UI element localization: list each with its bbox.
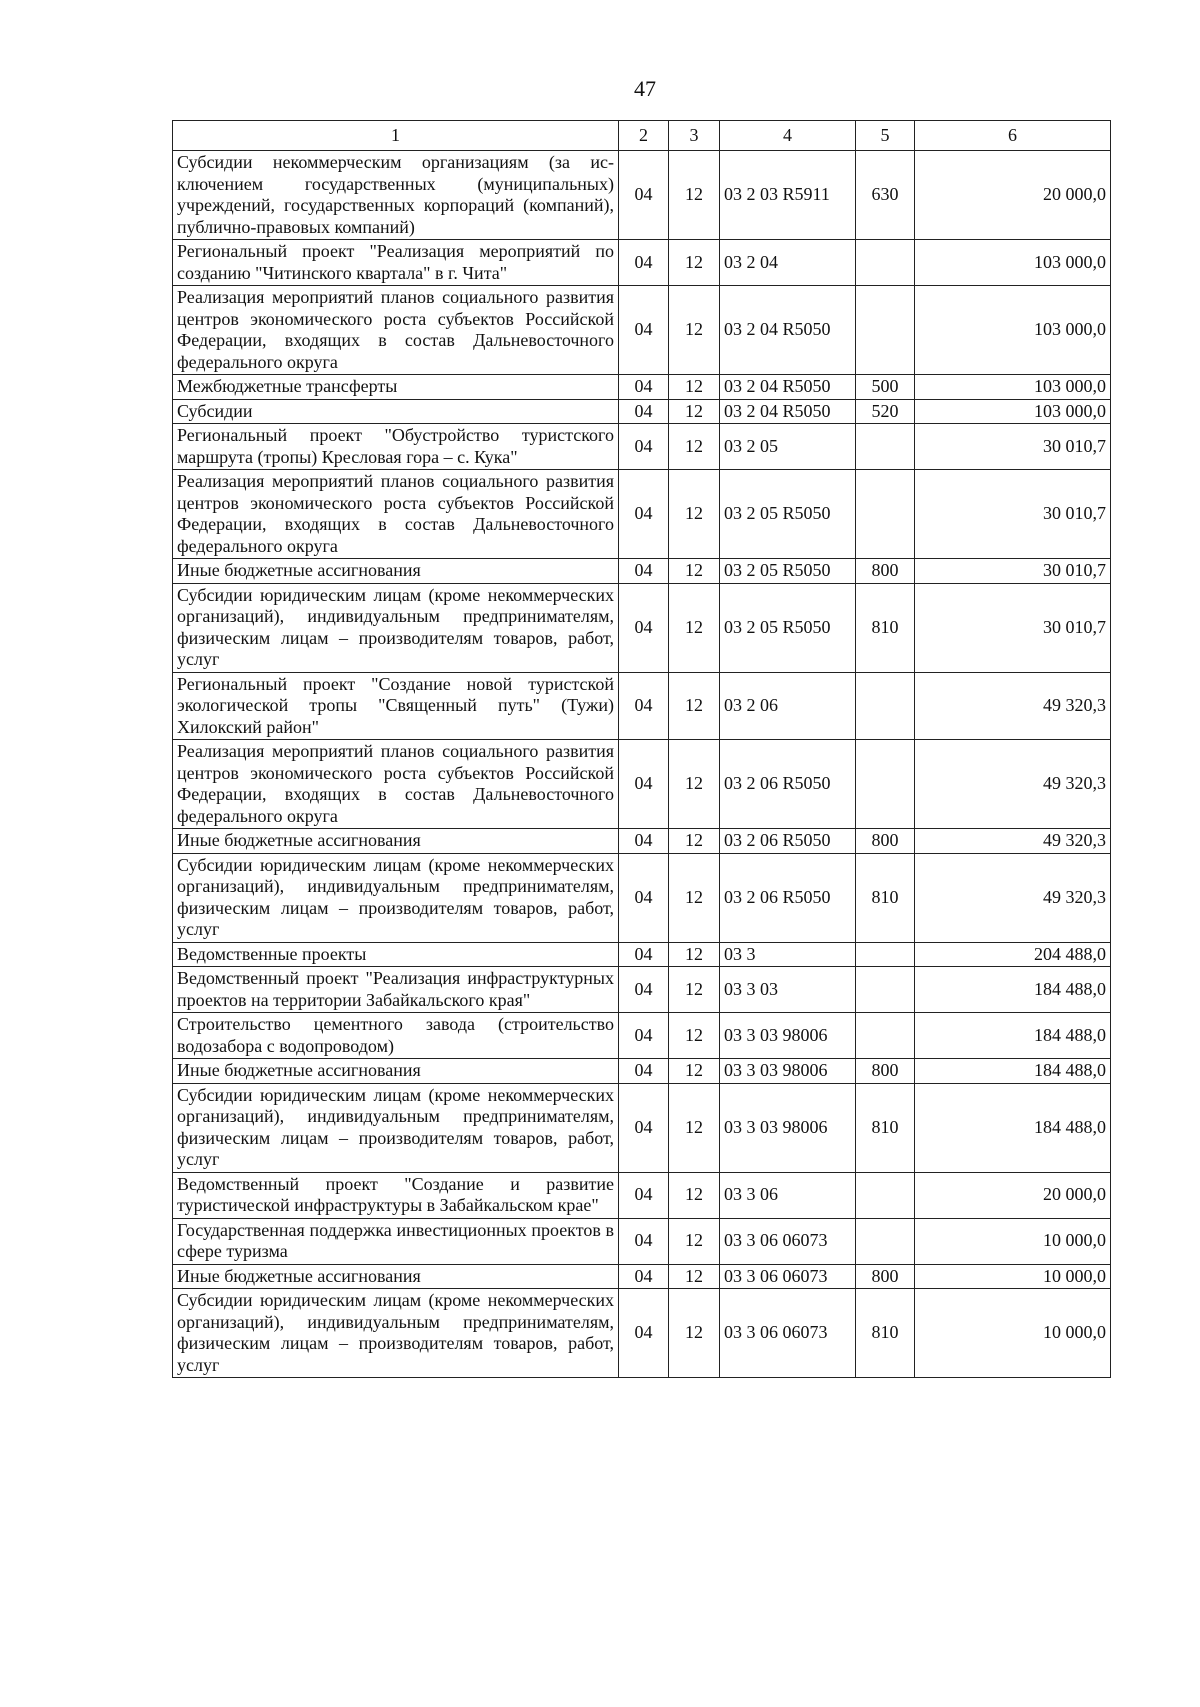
row-name-cell: Субсидии юридическим лицам (кроме некоммерческих организаций), индивидуальным предпринимателям, физическим лицам – производителям товаров, работ, услуг [173, 853, 619, 942]
row-name-cell: Субсидии [173, 399, 619, 424]
row-name-cell: Строительство цементного завода (строительство водозабора с водопроводом) [173, 1013, 619, 1059]
table-row [173, 1172, 1111, 1218]
row-expense-type-cell [856, 424, 915, 470]
row-expense-type-cell: 800 [856, 829, 915, 854]
row-subsection-cell: 12 [669, 1083, 720, 1172]
table-row [173, 672, 1111, 740]
row-section-cell: 04 [619, 1264, 669, 1289]
row-name-cell: Субсидии юридическим лицам (кроме некоммерческих организаций), индивидуальным предпринимателям, физическим лицам – производителям товаров, работ, услуг [173, 1289, 619, 1378]
row-section-cell: 04 [619, 286, 669, 375]
row-amount-cell: 30 010,7 [915, 583, 1111, 672]
row-target-article-cell: 03 3 [720, 942, 856, 967]
row-name-cell: Иные бюджетные ассигнования [173, 1264, 619, 1289]
row-target-article-cell: 03 2 06 R5050 [720, 740, 856, 829]
table-row [173, 1059, 1111, 1084]
header-col-2: 2 [619, 121, 669, 151]
header-col-3: 3 [669, 121, 720, 151]
row-amount-cell: 49 320,3 [915, 853, 1111, 942]
row-subsection-cell: 12 [669, 1059, 720, 1084]
row-target-article-cell: 03 2 05 [720, 424, 856, 470]
row-expense-type-cell: 800 [856, 559, 915, 584]
row-target-article-cell: 03 2 06 R5050 [720, 829, 856, 854]
table-row [173, 740, 1111, 829]
row-target-article-cell: 03 2 05 R5050 [720, 559, 856, 584]
row-name-cell: Иные бюджетные ассигнования [173, 829, 619, 854]
table-row [173, 151, 1111, 240]
row-subsection-cell: 12 [669, 375, 720, 400]
table-row [173, 583, 1111, 672]
header-col-6: 6 [915, 121, 1111, 151]
table-row [173, 399, 1111, 424]
row-amount-cell: 103 000,0 [915, 399, 1111, 424]
table-row [173, 470, 1111, 559]
row-target-article-cell: 03 2 06 [720, 672, 856, 740]
row-section-cell: 04 [619, 1172, 669, 1218]
row-name-cell: Ведомственные проекты [173, 942, 619, 967]
table-row [173, 829, 1111, 854]
row-subsection-cell: 12 [669, 1218, 720, 1264]
table-body [173, 151, 1111, 1378]
row-name-cell: Государственная поддержка инвестиционных проектов в сфере туризма [173, 1218, 619, 1264]
row-name-cell: Иные бюджетные ассигнования [173, 559, 619, 584]
row-section-cell: 04 [619, 375, 669, 400]
row-section-cell: 04 [619, 672, 669, 740]
row-expense-type-cell [856, 740, 915, 829]
header-row [173, 121, 1111, 151]
page-number: 47 [634, 76, 656, 101]
row-expense-type-cell: 810 [856, 583, 915, 672]
row-subsection-cell: 12 [669, 853, 720, 942]
budget-table [172, 120, 1111, 1378]
row-amount-cell: 49 320,3 [915, 829, 1111, 854]
row-section-cell: 04 [619, 151, 669, 240]
row-expense-type-cell [856, 240, 915, 286]
row-target-article-cell: 03 2 04 [720, 240, 856, 286]
header-col-4: 4 [720, 121, 856, 151]
row-section-cell: 04 [619, 470, 669, 559]
row-section-cell: 04 [619, 240, 669, 286]
row-subsection-cell: 12 [669, 470, 720, 559]
row-expense-type-cell: 520 [856, 399, 915, 424]
row-target-article-cell: 03 3 06 06073 [720, 1264, 856, 1289]
row-section-cell: 04 [619, 1059, 669, 1084]
row-subsection-cell: 12 [669, 1264, 720, 1289]
row-section-cell: 04 [619, 853, 669, 942]
table-row [173, 240, 1111, 286]
row-name-cell: Межбюджетные трансферты [173, 375, 619, 400]
table-row [173, 1264, 1111, 1289]
row-target-article-cell: 03 3 06 [720, 1172, 856, 1218]
row-target-article-cell: 03 3 03 [720, 967, 856, 1013]
row-section-cell: 04 [619, 1289, 669, 1378]
row-amount-cell: 184 488,0 [915, 967, 1111, 1013]
table-row [173, 559, 1111, 584]
row-section-cell: 04 [619, 967, 669, 1013]
row-target-article-cell: 03 3 03 98006 [720, 1013, 856, 1059]
row-subsection-cell: 12 [669, 1172, 720, 1218]
table-row [173, 1289, 1111, 1378]
row-section-cell: 04 [619, 399, 669, 424]
row-amount-cell: 20 000,0 [915, 151, 1111, 240]
row-section-cell: 04 [619, 424, 669, 470]
row-section-cell: 04 [619, 829, 669, 854]
row-expense-type-cell [856, 672, 915, 740]
row-expense-type-cell: 630 [856, 151, 915, 240]
row-target-article-cell: 03 2 04 R5050 [720, 399, 856, 424]
row-section-cell: 04 [619, 559, 669, 584]
row-amount-cell: 30 010,7 [915, 424, 1111, 470]
row-expense-type-cell: 800 [856, 1264, 915, 1289]
row-expense-type-cell: 810 [856, 1289, 915, 1378]
row-target-article-cell: 03 3 06 06073 [720, 1218, 856, 1264]
row-subsection-cell: 12 [669, 286, 720, 375]
row-subsection-cell: 12 [669, 1013, 720, 1059]
row-expense-type-cell [856, 1218, 915, 1264]
row-amount-cell: 103 000,0 [915, 240, 1111, 286]
row-subsection-cell: 12 [669, 399, 720, 424]
row-expense-type-cell [856, 470, 915, 559]
row-target-article-cell: 03 2 03 R5911 [720, 151, 856, 240]
row-expense-type-cell [856, 942, 915, 967]
row-name-cell: Ведомственный проект "Создание и развитие туристической инфраструктуры в Забайкальском крае" [173, 1172, 619, 1218]
row-amount-cell: 30 010,7 [915, 470, 1111, 559]
row-amount-cell: 184 488,0 [915, 1059, 1111, 1084]
row-amount-cell: 184 488,0 [915, 1013, 1111, 1059]
row-name-cell: Субсидии некоммерческим организациям (за исключением государственных (муниципальных) учреждений, государственных корпораций (компаний), публично-правовых компаний) [173, 151, 619, 240]
row-expense-type-cell: 500 [856, 375, 915, 400]
row-section-cell: 04 [619, 1218, 669, 1264]
row-name-cell: Региональный проект "Реализация мероприятий по созданию "Читинского квартала" в г. Чита" [173, 240, 619, 286]
row-amount-cell: 10 000,0 [915, 1289, 1111, 1378]
table-header [173, 121, 1111, 151]
row-subsection-cell: 12 [669, 240, 720, 286]
row-subsection-cell: 12 [669, 967, 720, 1013]
row-expense-type-cell [856, 967, 915, 1013]
row-name-cell: Реализация мероприятий планов социального развития центров экономического роста субъектов Российской Федерации, входящих в состав Дальневосточного федерального округа [173, 740, 619, 829]
row-amount-cell: 10 000,0 [915, 1264, 1111, 1289]
row-target-article-cell: 03 2 05 R5050 [720, 470, 856, 559]
row-expense-type-cell [856, 286, 915, 375]
row-subsection-cell: 12 [669, 151, 720, 240]
row-name-cell: Региональный проект "Создание новой туристской экологической тропы "Священный путь" (Тужи) Хилокский район" [173, 672, 619, 740]
table-row [173, 1013, 1111, 1059]
row-section-cell: 04 [619, 1083, 669, 1172]
row-subsection-cell: 12 [669, 559, 720, 584]
table-row [173, 286, 1111, 375]
row-subsection-cell: 12 [669, 829, 720, 854]
row-subsection-cell: 12 [669, 424, 720, 470]
row-name-cell: Иные бюджетные ассигнования [173, 1059, 619, 1084]
row-name-cell: Реализация мероприятий планов социального развития центров экономического роста субъектов Российской Федерации, входящих в состав Дальневосточного федерального округа [173, 470, 619, 559]
row-amount-cell: 10 000,0 [915, 1218, 1111, 1264]
row-section-cell: 04 [619, 1013, 669, 1059]
row-name-cell: Субсидии юридическим лицам (кроме некоммерческих организаций), индивидуальным предпринимателям, физическим лицам – производителям товаров, работ, услуг [173, 583, 619, 672]
row-amount-cell: 103 000,0 [915, 375, 1111, 400]
row-name-cell: Реализация мероприятий планов социального развития центров экономического роста субъектов Российской Федерации, входящих в состав Дальневосточного федерального округа [173, 286, 619, 375]
row-target-article-cell: 03 3 03 98006 [720, 1083, 856, 1172]
table-row [173, 1218, 1111, 1264]
table-row [173, 853, 1111, 942]
table-row [173, 967, 1111, 1013]
row-target-article-cell: 03 3 03 98006 [720, 1059, 856, 1084]
row-amount-cell: 30 010,7 [915, 559, 1111, 584]
row-name-cell: Ведомственный проект "Реализация инфраструктурных проектов на территории Забайкальского края" [173, 967, 619, 1013]
row-amount-cell: 49 320,3 [915, 740, 1111, 829]
row-section-cell: 04 [619, 942, 669, 967]
row-amount-cell: 184 488,0 [915, 1083, 1111, 1172]
table-row [173, 1083, 1111, 1172]
row-expense-type-cell: 810 [856, 1083, 915, 1172]
row-section-cell: 04 [619, 740, 669, 829]
row-amount-cell: 20 000,0 [915, 1172, 1111, 1218]
row-subsection-cell: 12 [669, 583, 720, 672]
table-row [173, 942, 1111, 967]
table-row [173, 375, 1111, 400]
row-subsection-cell: 12 [669, 740, 720, 829]
row-section-cell: 04 [619, 583, 669, 672]
row-expense-type-cell [856, 1013, 915, 1059]
row-subsection-cell: 12 [669, 672, 720, 740]
row-expense-type-cell: 810 [856, 853, 915, 942]
header-col-5: 5 [856, 121, 915, 151]
row-amount-cell: 204 488,0 [915, 942, 1111, 967]
row-subsection-cell: 12 [669, 942, 720, 967]
header-col-1: 1 [173, 121, 619, 151]
row-name-cell: Субсидии юридическим лицам (кроме некоммерческих организаций), индивидуальным предпринимателям, физическим лицам – производителям товаров, работ, услуг [173, 1083, 619, 1172]
row-target-article-cell: 03 2 04 R5050 [720, 286, 856, 375]
row-expense-type-cell: 800 [856, 1059, 915, 1084]
table-row [173, 424, 1111, 470]
row-subsection-cell: 12 [669, 1289, 720, 1378]
row-target-article-cell: 03 2 04 R5050 [720, 375, 856, 400]
row-expense-type-cell [856, 1172, 915, 1218]
row-amount-cell: 49 320,3 [915, 672, 1111, 740]
row-target-article-cell: 03 2 06 R5050 [720, 853, 856, 942]
row-amount-cell: 103 000,0 [915, 286, 1111, 375]
row-name-cell: Региональный проект "Обустройство туристского маршрута (тропы) Кресловая гора – с. Кука" [173, 424, 619, 470]
row-target-article-cell: 03 3 06 06073 [720, 1289, 856, 1378]
row-target-article-cell: 03 2 05 R5050 [720, 583, 856, 672]
